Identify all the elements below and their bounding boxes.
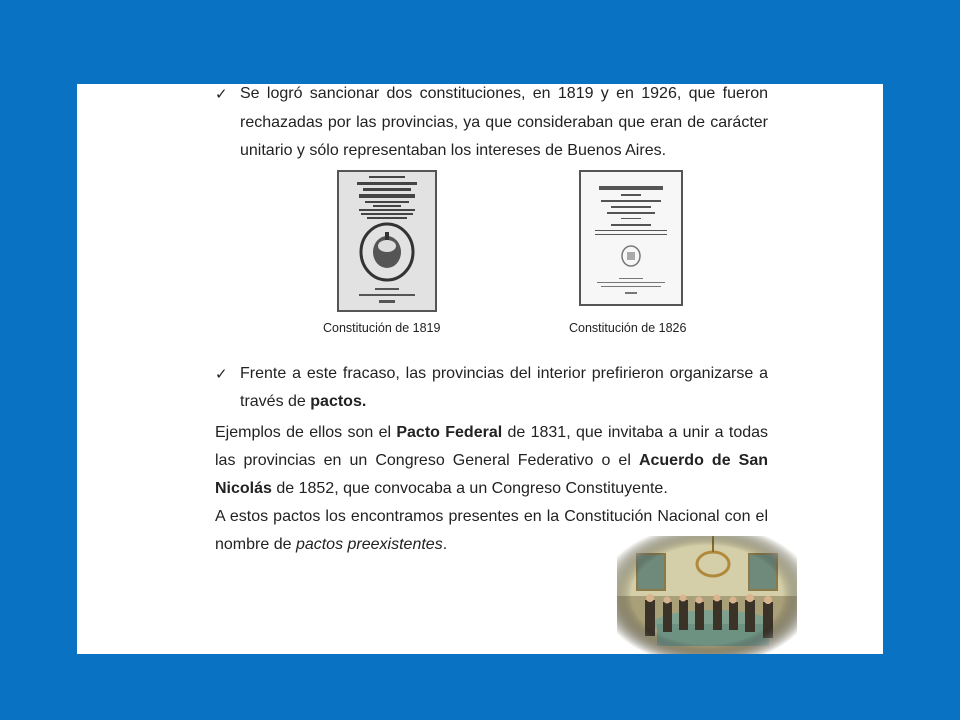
text-span: de 1831, que invitaba a unir a todas las provincias en un Congreso General Federativo o el <box>215 423 769 469</box>
paragraph-ejemplos <box>215 419 768 503</box>
text-span: de 1852, que convocaba a un Congreso Constituyente. <box>271 479 668 497</box>
italic-pactos-preexistentes: pactos preexistentes <box>295 535 443 553</box>
document-cover-graphic <box>581 172 681 304</box>
meeting-painting-graphic <box>617 536 797 654</box>
bold-pacto-federal: Pacto Federal <box>396 423 503 441</box>
checkmark-icon: ✓ <box>215 364 228 383</box>
document-cover-graphic <box>339 172 435 310</box>
bold-pactos: pactos. <box>310 393 367 410</box>
text-span: A estos pactos los encontramos presentes en la Constitución Nacional con el nombre de <box>215 507 768 553</box>
bold-acuerdo-san-nicolas: Acuerdo de San Nicolás <box>215 451 769 497</box>
caption-1826: Constitución de 1826 <box>569 321 687 335</box>
document-page <box>77 84 883 654</box>
bullet-text: Se logró sancionar dos constituciones, en 1819 y en 1926, que fueron rechazadas por las provincias, ya que consideraban que eran de carácter unitario y sólo representaban los intereses de Buenos Aires. <box>240 85 768 159</box>
acuerdo-painting-image <box>617 536 797 654</box>
text-span: . <box>442 535 448 553</box>
bullet-constituciones <box>215 84 768 166</box>
text-span: Ejemplos de ellos son el <box>215 423 397 441</box>
bullet-pactos <box>215 360 768 417</box>
bullet-text: Frente a este fracaso, las provincias del interior prefirieron organizarse a través de <box>240 364 768 410</box>
constitucion-1826-image <box>579 170 683 306</box>
checkmark-icon: ✓ <box>215 85 228 103</box>
caption-1819: Constitución de 1819 <box>323 321 441 335</box>
constitucion-1819-image <box>337 170 437 312</box>
